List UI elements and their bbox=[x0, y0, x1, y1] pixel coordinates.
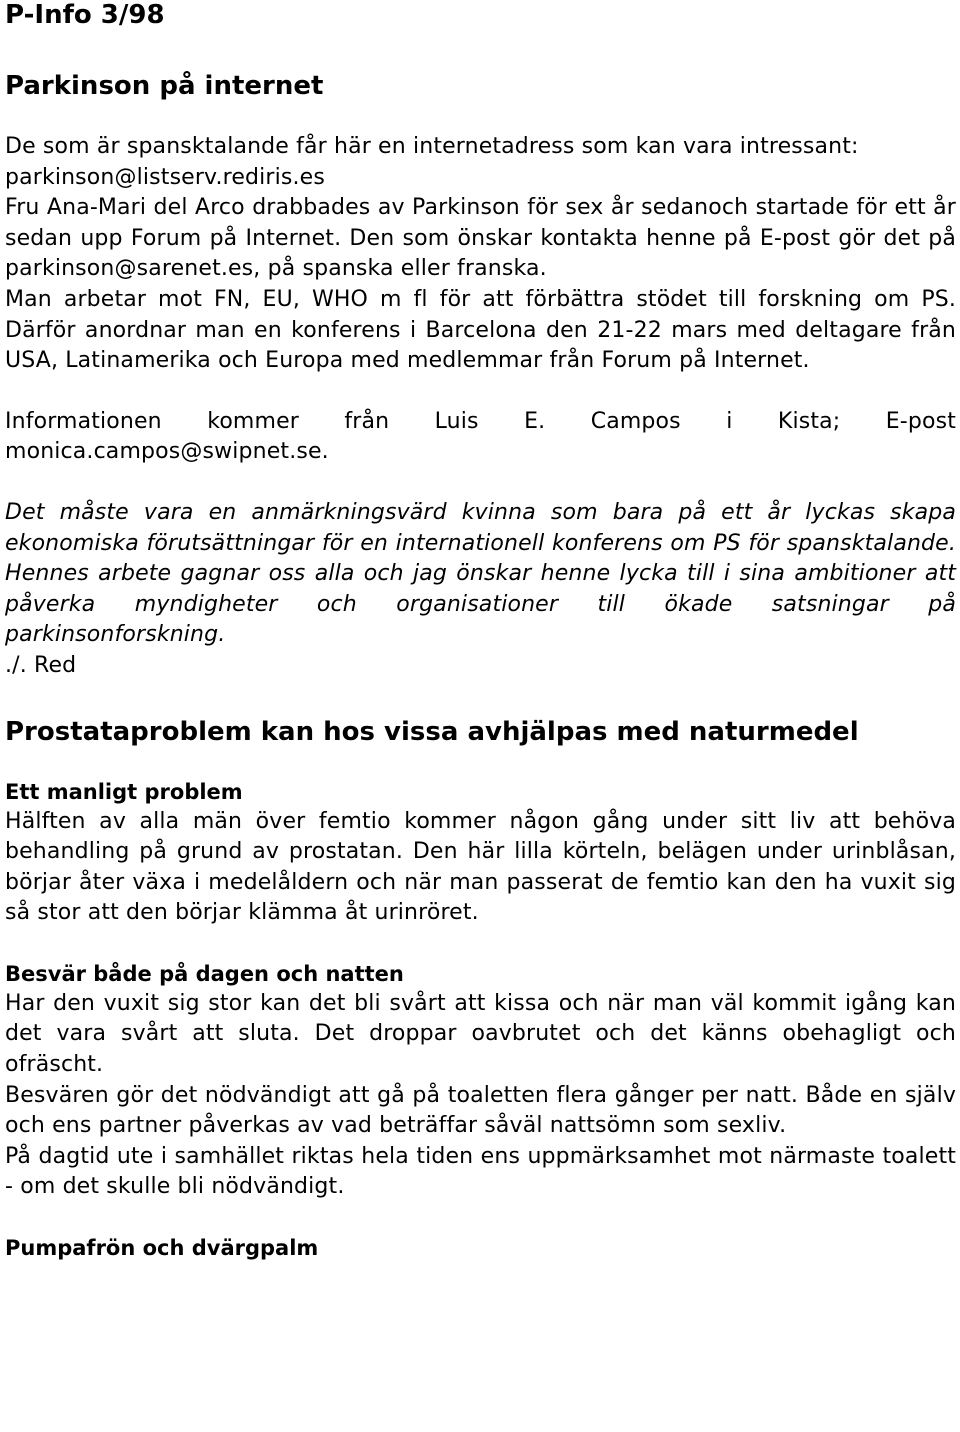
paragraph: De som är spansktalande får här en internetadress som kan vara intressant: bbox=[5, 134, 859, 159]
editor-signature: ./. Red bbox=[5, 652, 77, 678]
paragraph: Besvären gör det nödvändigt att gå på toaletten flera gånger per natt. Både en själv och ens partner påverkas av vad beträffar såväl nattsömn som sexliv. bbox=[5, 1082, 956, 1139]
paragraph-email: parkinson@listserv.rediris.es bbox=[5, 164, 325, 190]
paragraph: Hälften av alla män över femtio kommer någon gång under sitt liv att behöva behandling på grund av prostatan. Den här lilla körteln, belägen under urinblåsan, börjar åter växa i medelåldern och när man passerat de femtio kan den ha vuxit sig så stor att den börjar klämma åt urinröret. bbox=[5, 808, 956, 926]
subheading: Pumpafrön och dvärgpalm bbox=[5, 1236, 319, 1261]
subheading: Besvär både på dagen och natten bbox=[5, 961, 404, 986]
paragraph: Man arbetar mot FN, EU, WHO m fl för att förbättra stödet till forskning om PS. Därför anordnar man en konferens i Barcelona den 21-22 mars med deltagare från USA, Latinamerika och Europa med medlemmar från Forum på Internet. bbox=[5, 286, 956, 374]
paragraph: Fru Ana-Mari del Arco drabbades av Parkinson för sex år sedanoch startade för ett år sedan upp Forum på Internet. Den som önskar kontakta henne på E-post gör det på parkinson@sarenet.es, på spanska eller franska. bbox=[5, 195, 956, 282]
paragraph: På dagtid ute i samhället riktas hela tiden ens uppmärksamhet mot närmaste toalett - om det skulle bli nödvändigt. bbox=[5, 1143, 956, 1200]
paragraph-source: Informationen kommer från Luis E. Campos i Kista; E-post monica.campos@swipnet.se. bbox=[5, 408, 956, 465]
paragraph: Har den vuxit sig stor kan det bli svårt att kissa och när man väl kommit igång kan det vara svårt att sluta. Det droppar oavbrutet och det känns obehagligt och ofräscht. bbox=[5, 990, 956, 1078]
section-heading-parkinson: Parkinson på internet bbox=[5, 71, 324, 101]
document-title: P-Info 3/98 bbox=[5, 0, 165, 30]
paragraph-editorial: Det måste vara en anmärkningsvärd kvinna som bara på ett år lyckas skapa ekonomiska förutsättningar för en internationell konferens om PS för spansktalande. Hennes arbete gagnar oss alla och jag önskar henne lycka till i sina ambitioner att påverka myndigheter och organisationer till ökade satsningar på parkinsonforskning. bbox=[5, 499, 956, 648]
section-heading-prostate: Prostataproblem kan hos vissa avhjälpas med naturmedel bbox=[5, 716, 859, 747]
subheading: Ett manligt problem bbox=[5, 779, 243, 804]
document-page bbox=[5, 0, 956, 1263]
